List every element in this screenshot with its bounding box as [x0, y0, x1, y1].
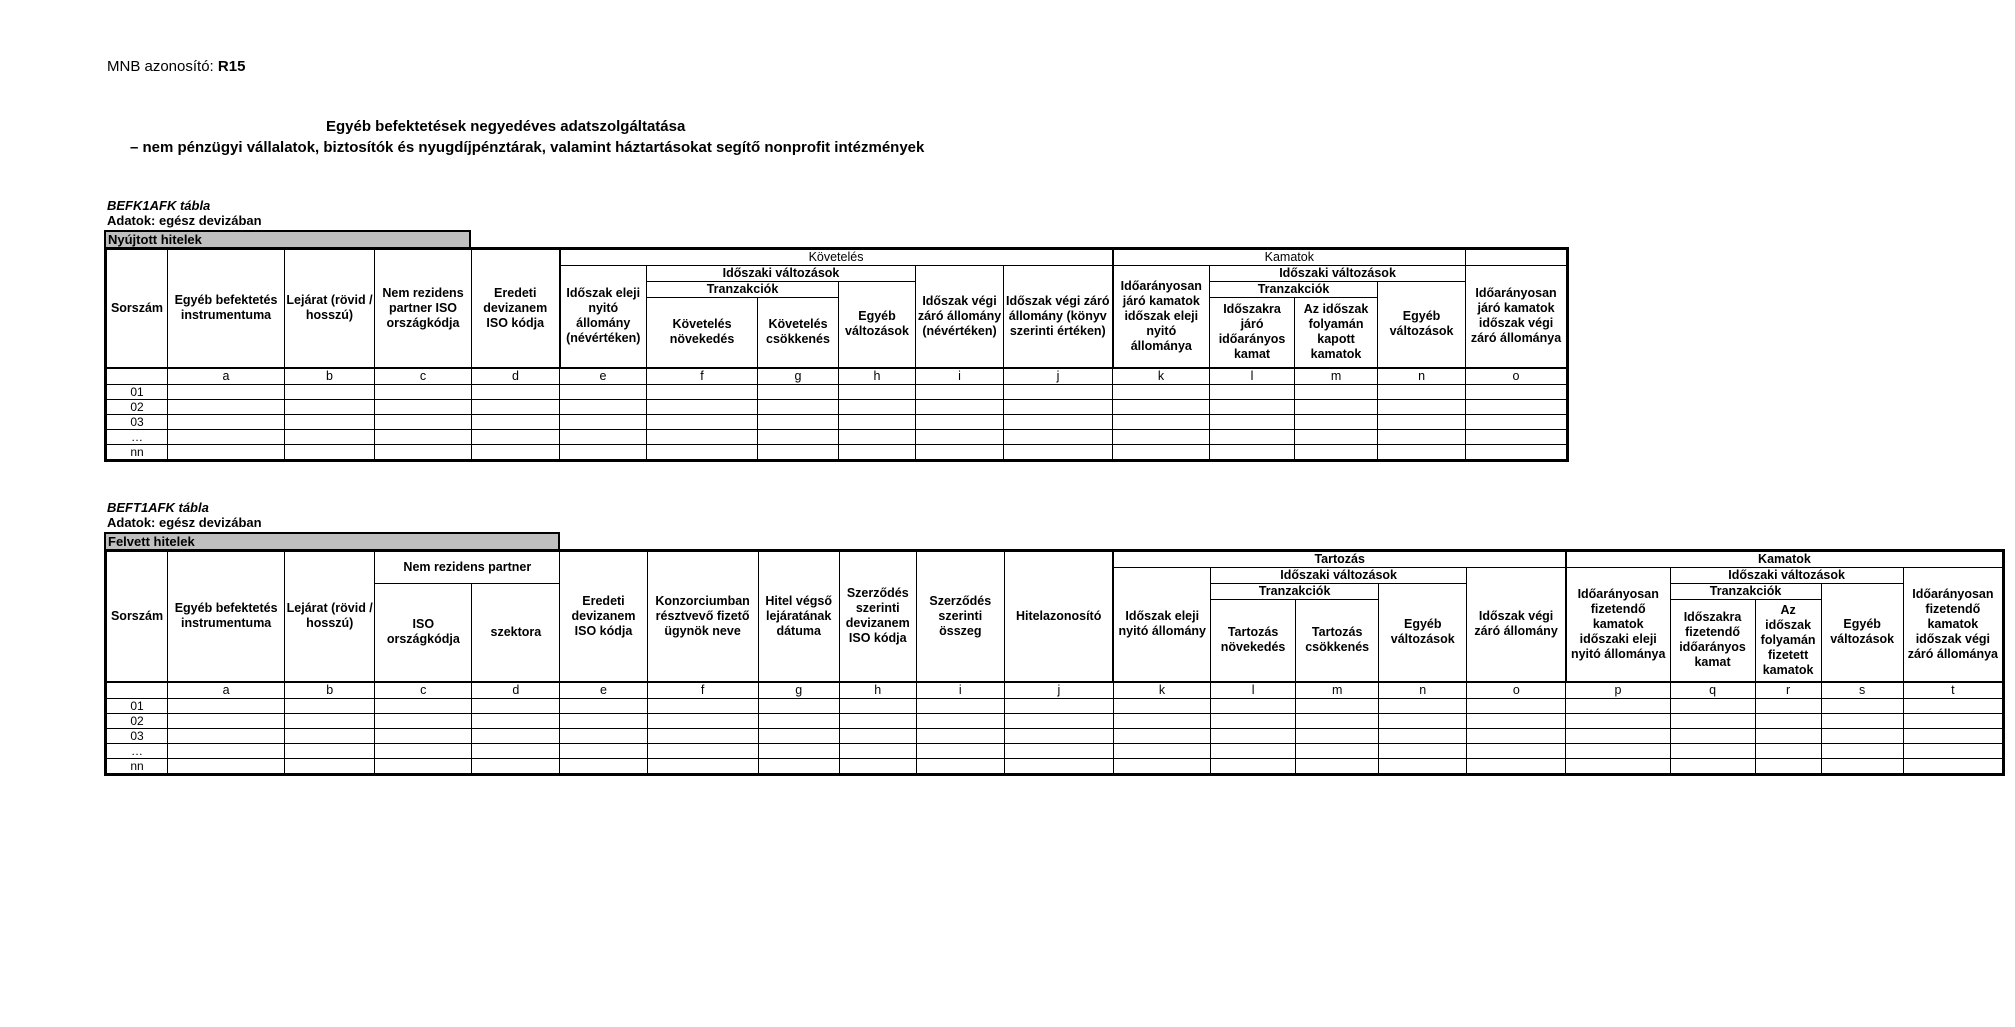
table-cell[interactable] [1903, 698, 2003, 713]
table-cell[interactable] [916, 698, 1004, 713]
table-cell[interactable] [1821, 698, 1903, 713]
table-cell[interactable] [916, 444, 1004, 460]
table-cell[interactable] [560, 758, 647, 774]
table1-name: BEFK1AFK tábla [107, 198, 211, 213]
table-cell[interactable] [1670, 743, 1755, 758]
table-cell[interactable] [1467, 743, 1566, 758]
table-cell[interactable] [839, 399, 916, 414]
table-cell[interactable] [758, 713, 839, 728]
table-cell[interactable] [916, 713, 1004, 728]
table-cell[interactable] [1296, 728, 1379, 743]
table-cell[interactable] [375, 399, 472, 414]
table-cell[interactable] [1378, 429, 1466, 444]
table-cell[interactable] [758, 444, 839, 460]
table-cell[interactable] [1755, 713, 1821, 728]
table-cell[interactable] [1113, 429, 1210, 444]
table-cell[interactable] [1670, 713, 1755, 728]
table-cell[interactable] [168, 698, 285, 713]
t1-h-egyeb: Egyéb változások [839, 282, 916, 368]
table1-col-letter: f [647, 368, 758, 385]
table-cell[interactable] [375, 429, 472, 444]
document-subtitle: – nem pénzügyi vállalatok, biztosítók és nyugdíjpénztárak, valamint háztartásokat segítő nonprofit intézmények [130, 139, 925, 156]
table-cell[interactable] [1467, 698, 1566, 713]
mnb-identifier [107, 58, 245, 75]
table-cell[interactable] [1210, 414, 1295, 429]
table-cell[interactable] [1004, 728, 1113, 743]
t1-h-kam-kapott: Az időszak folyamán kapott kamatok [1295, 298, 1378, 368]
table-cell[interactable] [375, 698, 472, 713]
table-cell[interactable] [1210, 384, 1295, 399]
table-cell[interactable] [647, 743, 758, 758]
table-cell[interactable] [758, 429, 839, 444]
table-cell[interactable] [839, 444, 916, 460]
t1-h-kam-zaro: Időarányosan járó kamatok időszak végi záró állománya [1466, 266, 1568, 368]
table-cell[interactable] [285, 698, 375, 713]
table-cell[interactable] [285, 728, 375, 743]
table-cell[interactable] [1379, 713, 1467, 728]
table-cell[interactable] [560, 414, 647, 429]
table-cell[interactable] [1211, 698, 1296, 713]
table-cell[interactable] [839, 384, 916, 399]
t1-h-idoszaki: Időszaki változások [647, 266, 916, 282]
t1-h-lejarat: Lejárat (rövid / hosszú) [285, 249, 375, 368]
table2-col-letter: g [758, 682, 839, 699]
t2-letter-row [106, 682, 2004, 699]
t2-h-kam-zaro: Időarányosan fizetendő kamatok időszak végi záró állománya [1903, 568, 2003, 682]
table1-col-letter: c [375, 368, 472, 385]
table-cell[interactable] [839, 698, 916, 713]
table-cell[interactable] [839, 414, 916, 429]
t1-h-zaro: Időszak végi záró állomány (névértéken) [916, 266, 1004, 368]
table-cell[interactable] [1295, 444, 1378, 460]
t1-h-zaro-konyv: Időszak végi záró állomány (könyv szerinti értéken) [1004, 266, 1113, 368]
table-cell[interactable] [285, 713, 375, 728]
t2-h-lejarat-datum: Hitel végső lejáratának dátuma [758, 551, 839, 682]
table2-col-letter: d [472, 682, 560, 699]
table-cell[interactable] [168, 713, 285, 728]
table-cell[interactable] [168, 743, 285, 758]
table-row [106, 728, 2004, 743]
t1-h-koveteles: Követelés [560, 249, 1113, 266]
t2-h-kam-tranz: Tranzakciók [1670, 584, 1821, 600]
table1-col-letter: l [1210, 368, 1295, 385]
table-cell[interactable] [1295, 384, 1378, 399]
table-cell[interactable] [647, 384, 758, 399]
table-cell[interactable] [1378, 414, 1466, 429]
table1-letter-blank [106, 368, 168, 385]
table-cell[interactable] [1379, 728, 1467, 743]
table2-col-letter: t [1903, 682, 2003, 699]
table-cell[interactable] [758, 399, 839, 414]
table-cell[interactable] [472, 384, 560, 399]
table-cell[interactable] [1113, 399, 1210, 414]
table-cell[interactable] [1295, 399, 1378, 414]
table-cell[interactable] [839, 429, 916, 444]
table-cell[interactable] [168, 399, 285, 414]
table2 [104, 549, 2005, 776]
table-cell[interactable] [560, 399, 647, 414]
table-cell[interactable] [1296, 713, 1379, 728]
table-cell[interactable] [1004, 698, 1113, 713]
t1-h-kamatok: Kamatok [1113, 249, 1466, 266]
t1-h-kam-egyeb: Egyéb változások [1378, 282, 1466, 368]
table-cell[interactable] [1378, 444, 1466, 460]
t1-h-kam-tranz: Tranzakciók [1210, 282, 1378, 298]
t2-h-lejarat: Lejárat (rövid / hosszú) [285, 551, 375, 682]
t2-h-instr: Egyéb befektetés instrumentuma [168, 551, 285, 682]
table-cell[interactable] [1903, 713, 2003, 728]
table-cell[interactable] [1295, 429, 1378, 444]
row-number: … [106, 429, 168, 444]
table-cell[interactable] [1211, 743, 1296, 758]
table-cell[interactable] [1113, 713, 1210, 728]
table-cell[interactable] [916, 728, 1004, 743]
t1-h-kov-csokk: Követelés csökkenés [758, 298, 839, 368]
row-number: 03 [106, 728, 168, 743]
table-cell[interactable] [1004, 743, 1113, 758]
table-cell[interactable] [1296, 698, 1379, 713]
table-cell[interactable] [472, 429, 560, 444]
table-cell[interactable] [1295, 414, 1378, 429]
table-cell[interactable] [647, 444, 758, 460]
table-cell[interactable] [472, 728, 560, 743]
table2-col-letter: s [1821, 682, 1903, 699]
table-cell[interactable] [1821, 713, 1903, 728]
table-cell[interactable] [375, 758, 472, 774]
table1-col-letter: n [1378, 368, 1466, 385]
table-cell[interactable] [1378, 399, 1466, 414]
table2-col-letter: j [1004, 682, 1113, 699]
table-cell[interactable] [168, 758, 285, 774]
table-cell[interactable] [1211, 728, 1296, 743]
table-cell[interactable] [1210, 429, 1295, 444]
table-cell[interactable] [1210, 444, 1295, 460]
t2-h-tartozas: Tartozás [1113, 551, 1565, 568]
table-cell[interactable] [472, 743, 560, 758]
table-cell[interactable] [1466, 414, 1568, 429]
table-cell[interactable] [1113, 698, 1210, 713]
t2-h-kam-fizetett: Az időszak folyamán fizetett kamatok [1755, 600, 1821, 682]
table-cell[interactable] [916, 429, 1004, 444]
table-cell[interactable] [560, 429, 647, 444]
table-cell[interactable] [472, 758, 560, 774]
table-row [106, 758, 2004, 774]
t1-h-sorszam: Sorszám [106, 249, 168, 368]
row-number: … [106, 743, 168, 758]
table-cell[interactable] [1466, 399, 1568, 414]
table2-col-letter: p [1566, 682, 1670, 699]
table-cell[interactable] [1670, 728, 1755, 743]
table-cell[interactable] [1004, 444, 1113, 460]
table-cell[interactable] [1210, 399, 1295, 414]
table-cell[interactable] [472, 444, 560, 460]
table1 [104, 247, 1569, 462]
t2-h-konzorc: Konzorciumban résztvevő fizető ügynök neve [647, 551, 758, 682]
table-cell[interactable] [647, 728, 758, 743]
t2-h-kam-nyito: Időarányosan fizetendő kamatok időszaki eleji nyitó állománya [1566, 568, 1670, 682]
table-cell[interactable] [647, 713, 758, 728]
table-cell[interactable] [1296, 743, 1379, 758]
table1-col-letter: e [560, 368, 647, 385]
table-cell[interactable] [1566, 713, 1670, 728]
table-cell[interactable] [758, 384, 839, 399]
table1-col-letter: d [472, 368, 560, 385]
table-cell[interactable] [472, 713, 560, 728]
table-cell[interactable] [1004, 399, 1113, 414]
table2-name: BEFT1AFK tábla [107, 500, 209, 515]
table-cell[interactable] [1113, 728, 1210, 743]
table-cell[interactable] [916, 758, 1004, 774]
row-number: 01 [106, 698, 168, 713]
table-cell[interactable] [168, 444, 285, 460]
table-cell[interactable] [285, 429, 375, 444]
table-cell[interactable] [285, 414, 375, 429]
t2-h-kam-fizetendo: Időszakra fizetendő időarányos kamat [1670, 600, 1755, 682]
mnb-code: R15 [217, 58, 246, 75]
t2-h-sorszam: Sorszám [106, 551, 168, 682]
t2-h-szerz-osszeg: Szerződés szerinti összeg [916, 551, 1004, 682]
table-cell[interactable] [758, 728, 839, 743]
t2-h-partner: Nem rezidens partner [375, 551, 560, 584]
table-cell[interactable] [1004, 758, 1113, 774]
t1-letter-row [106, 368, 1568, 385]
table-cell[interactable] [1670, 698, 1755, 713]
table-cell[interactable] [1566, 728, 1670, 743]
table-cell[interactable] [758, 743, 839, 758]
table-cell[interactable] [285, 399, 375, 414]
table1-section: Nyújtott hitelek [104, 230, 471, 248]
table-cell[interactable] [375, 728, 472, 743]
mnb-label: MNB azonosító: [107, 58, 214, 75]
table1-col-letter: m [1295, 368, 1378, 385]
document-title: Egyéb befektetések negyedéves adatszolgáltatása [326, 118, 686, 135]
table-cell[interactable] [560, 743, 647, 758]
table1-col-letter: a [168, 368, 285, 385]
table-cell[interactable] [375, 444, 472, 460]
table-cell[interactable] [1566, 698, 1670, 713]
table-cell[interactable] [1379, 743, 1467, 758]
t1-h-tranz: Tranzakciók [647, 282, 839, 298]
table-cell[interactable] [647, 758, 758, 774]
table-cell[interactable] [472, 414, 560, 429]
t1-h-nyito: Időszak eleji nyitó állomány (névértéken) [560, 266, 647, 368]
table-cell[interactable] [168, 414, 285, 429]
table-cell[interactable] [839, 728, 916, 743]
table-row [106, 743, 2004, 758]
table-cell[interactable] [1379, 698, 1467, 713]
table2-col-letter: i [916, 682, 1004, 699]
table-cell[interactable] [1113, 758, 1210, 774]
table2-col-letter: q [1670, 682, 1755, 699]
table-cell[interactable] [1755, 743, 1821, 758]
table2-col-letter: h [839, 682, 916, 699]
table-cell[interactable] [916, 384, 1004, 399]
table-cell[interactable] [560, 384, 647, 399]
table2-col-letter: l [1211, 682, 1296, 699]
table-cell[interactable] [647, 399, 758, 414]
row-number: 03 [106, 414, 168, 429]
table-row [106, 429, 1568, 444]
row-number: 02 [106, 399, 168, 414]
table-row [106, 444, 1568, 460]
table-cell[interactable] [1903, 728, 2003, 743]
table-cell[interactable] [375, 384, 472, 399]
table-cell[interactable] [1466, 384, 1568, 399]
t2-h-kam-egyeb: Egyéb változások [1821, 584, 1903, 682]
table-cell[interactable] [560, 698, 647, 713]
table-cell[interactable] [916, 743, 1004, 758]
table-cell[interactable] [758, 758, 839, 774]
table2-subtitle: Adatok: egész devizában [107, 515, 262, 530]
table2-col-letter: k [1113, 682, 1210, 699]
table2-letter-blank [106, 682, 168, 699]
table-cell[interactable] [1566, 758, 1670, 774]
table-row [106, 698, 2004, 713]
table2-col-letter: e [560, 682, 647, 699]
table-cell[interactable] [1466, 444, 1568, 460]
table-cell[interactable] [758, 698, 839, 713]
table-cell[interactable] [1755, 758, 1821, 774]
table-cell[interactable] [1211, 713, 1296, 728]
t1-h-kam-nyito: Időarányosan járó kamatok időszak eleji nyitó állománya [1113, 266, 1210, 368]
t1-h-kam-jaro: Időszakra járó időarányos kamat [1210, 298, 1295, 368]
table-cell[interactable] [168, 728, 285, 743]
table2-section: Felvett hitelek [104, 532, 560, 550]
table-cell[interactable] [916, 414, 1004, 429]
table-cell[interactable] [647, 414, 758, 429]
table-cell[interactable] [1755, 698, 1821, 713]
table-cell[interactable] [285, 444, 375, 460]
table-cell[interactable] [1113, 743, 1210, 758]
table-cell[interactable] [1670, 758, 1755, 774]
t1-h-kam-idoszaki: Időszaki változások [1210, 266, 1466, 282]
t2-h-idoszaki: Időszaki változások [1211, 568, 1467, 584]
table-cell[interactable] [1296, 758, 1379, 774]
t1-h-instr: Egyéb befektetés instrumentuma [168, 249, 285, 368]
table-cell[interactable] [285, 743, 375, 758]
table-cell[interactable] [560, 728, 647, 743]
table-cell[interactable] [1821, 758, 1903, 774]
table-cell[interactable] [1113, 384, 1210, 399]
table-cell[interactable] [1467, 713, 1566, 728]
table2-col-letter: a [168, 682, 285, 699]
table-cell[interactable] [1466, 429, 1568, 444]
table-cell[interactable] [285, 758, 375, 774]
t2-h-kamatok: Kamatok [1566, 551, 2004, 568]
table-cell[interactable] [1566, 743, 1670, 758]
table-cell[interactable] [1467, 758, 1566, 774]
table-cell[interactable] [839, 758, 916, 774]
table-cell[interactable] [758, 414, 839, 429]
table-cell[interactable] [839, 743, 916, 758]
table2-col-letter: r [1755, 682, 1821, 699]
t1-h-eredeti: Eredeti devizanem ISO kódja [472, 249, 560, 368]
table2-col-letter: f [647, 682, 758, 699]
table1-col-letter: g [758, 368, 839, 385]
table1-col-letter: i [916, 368, 1004, 385]
table2-col-letter: m [1296, 682, 1379, 699]
table-cell[interactable] [1467, 728, 1566, 743]
table-cell[interactable] [472, 698, 560, 713]
t2-h-kam-idoszaki: Időszaki változások [1670, 568, 1903, 584]
table-cell[interactable] [1821, 743, 1903, 758]
table-cell[interactable] [1903, 743, 2003, 758]
table-cell[interactable] [1004, 384, 1113, 399]
row-number: nn [106, 758, 168, 774]
t1-h-kov-nov: Követelés növekedés [647, 298, 758, 368]
table-cell[interactable] [1903, 758, 2003, 774]
table-cell[interactable] [168, 384, 285, 399]
t2-h-zaro: Időszak végi záró állomány [1467, 568, 1566, 682]
table-cell[interactable] [1004, 429, 1113, 444]
table1-col-letter: o [1466, 368, 1568, 385]
table-cell[interactable] [1004, 713, 1113, 728]
table1-col-letter: j [1004, 368, 1113, 385]
table-cell[interactable] [560, 444, 647, 460]
t2-h-hitelazon: Hitelazonosító [1004, 551, 1113, 682]
table2-col-letter: n [1379, 682, 1467, 699]
table-row [106, 384, 1568, 399]
t2-h-tranz: Tranzakciók [1211, 584, 1379, 600]
table-cell[interactable] [916, 399, 1004, 414]
table-cell[interactable] [839, 713, 916, 728]
table-cell[interactable] [560, 713, 647, 728]
table1-col-letter: k [1113, 368, 1210, 385]
table-cell[interactable] [647, 429, 758, 444]
table1-subtitle: Adatok: egész devizában [107, 213, 262, 228]
table-cell[interactable] [647, 698, 758, 713]
table-cell[interactable] [1379, 758, 1467, 774]
table-cell[interactable] [375, 414, 472, 429]
table-cell[interactable] [285, 384, 375, 399]
row-number: 01 [106, 384, 168, 399]
table-cell[interactable] [1113, 414, 1210, 429]
table1-col-letter: h [839, 368, 916, 385]
table1-col-letter: b [285, 368, 375, 385]
table-cell[interactable] [375, 743, 472, 758]
t2-h-tart-csokk: Tartozás csökkenés [1296, 600, 1379, 682]
table2-col-letter: b [285, 682, 375, 699]
row-number: nn [106, 444, 168, 460]
row-number: 02 [106, 713, 168, 728]
t2-h-nyito: Időszak eleji nyitó állomány [1113, 568, 1210, 682]
t1-h-partner: Nem rezidens partner ISO országkódja [375, 249, 472, 368]
table-cell[interactable] [1004, 414, 1113, 429]
t2-h-egyeb: Egyéb változások [1379, 584, 1467, 682]
table-cell[interactable] [1378, 384, 1466, 399]
t2-h-tart-nov: Tartozás növekedés [1211, 600, 1296, 682]
table-cell[interactable] [1755, 728, 1821, 743]
table-cell[interactable] [472, 399, 560, 414]
table-cell[interactable] [1113, 444, 1210, 460]
table-cell[interactable] [375, 713, 472, 728]
t2-h-eredeti: Eredeti devizanem ISO kódja [560, 551, 647, 682]
t2-h-szerz-deviza: Szerződés szerinti devizanem ISO kódja [839, 551, 916, 682]
table2-col-letter: o [1467, 682, 1566, 699]
table2-col-letter: c [375, 682, 472, 699]
t2-h-iso: ISO országkódja [375, 584, 472, 682]
table-cell[interactable] [168, 429, 285, 444]
table-row [106, 399, 1568, 414]
table-cell[interactable] [1821, 728, 1903, 743]
t2-h-szektora: szektora [472, 584, 560, 682]
table-row [106, 414, 1568, 429]
table-row [106, 713, 2004, 728]
table-cell[interactable] [1211, 758, 1296, 774]
